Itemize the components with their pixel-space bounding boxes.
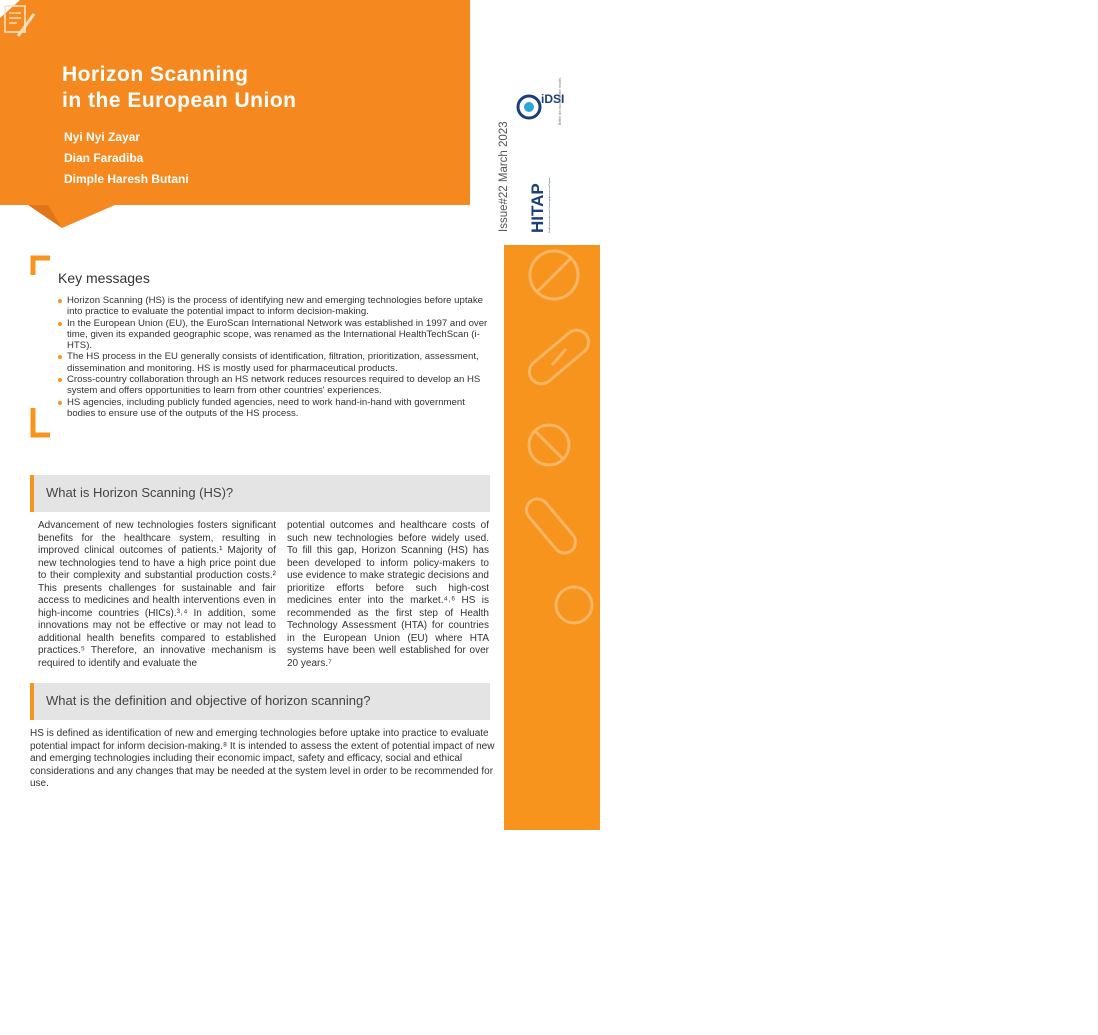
key-messages-list bbox=[57, 295, 491, 419]
idsi-logo bbox=[515, 77, 570, 130]
corner-bracket-top bbox=[30, 255, 50, 275]
body-paragraph-left: Advancement of new technologies fosters significant benefits for the healthcare system, resulting in improved clinical outcomes of patients.¹ Majority of new technologies tend to have a high price point due to their complexity and substantial production costs.² This presents challenges for sustainable and fair access to medicines and health interventions even in high-income countries (HICs).³˒⁴ In addition, some innovations may not be effective or may not lead to additional health benefits compared to established practices.⁵ Therefore, an innovative mechanism is required to identify and evaluate the bbox=[38, 520, 276, 669]
section-heading: What is the definition and objective of horizon scanning? bbox=[46, 693, 371, 708]
idsi-logo-text: iDSI bbox=[541, 92, 565, 106]
author-name: Dimple Haresh Butani bbox=[64, 172, 189, 186]
banner-shape bbox=[0, 0, 500, 240]
author-name: Dian Faradiba bbox=[64, 151, 144, 165]
section-heading: What is Horizon Scanning (HS)? bbox=[46, 485, 234, 500]
list-item: HS agencies, including publicly funded agencies, need to work hand-in-hand with government bodies to ensure use of the outputs of the HS process. bbox=[57, 397, 491, 420]
list-item: In the European Union (EU), the EuroScan International Network was established in 1997 and over time, given its expanded geographic scope, was renamed as the International HealthTechScan (i-HTS). bbox=[57, 318, 491, 352]
list-item: The HS process in the EU generally consists of identification, filtration, prioritization, assessment, dissemination and monitoring. HS is mostly used for pharmaceutical products. bbox=[57, 351, 491, 374]
author-name: Nyi Nyi Zayar bbox=[64, 130, 141, 144]
issue-label: Issue#22 March 2023 bbox=[498, 121, 510, 232]
list-item: Horizon Scanning (HS) is the process of identifying new and emerging technologies before uptake into practice to evaluate the potential impact to inform decision-making. bbox=[57, 295, 491, 318]
policy-brief-label: policy brief bbox=[1059, 847, 1097, 1035]
key-messages-title: Key messages bbox=[58, 270, 150, 286]
document-pen-icon bbox=[0, 0, 38, 40]
author-list bbox=[64, 130, 189, 193]
idsi-tagline: Better decisions. Better health. bbox=[558, 77, 562, 125]
corner-bracket-bottom bbox=[30, 408, 50, 438]
list-item: Cross-country collaboration through an HS network reduces resources required to develop an HS system and offers opportunities to learn from other countries' experiences. bbox=[57, 374, 491, 397]
section-heading-bar bbox=[30, 683, 490, 720]
hitap-tagline: Health Intervention and Technology Assessment Program bbox=[549, 177, 551, 233]
body-paragraph: HS is defined as identification of new and emerging technologies before uptake into practice to evaluate potential impact for inform decision-making.⁸ It is intended to assess the extent of potential impact of new and emerging technologies including their economic impact, safety and efficacy, social and ethical considerations and any changes that may be needed at the system level in order to be recommended for use. bbox=[30, 728, 495, 790]
header-banner bbox=[0, 0, 500, 240]
policy-brief-sidebar bbox=[504, 245, 1097, 1035]
body-paragraph-right: potential outcomes and healthcare costs of such new technologies before widely used. To fill this gap, Horizon Scanning (HS) has been developed to inform policy-makers to use evidence to make strategic decisions and prioritize efforts before such high-cost medicines enter into the market.⁴˒⁶ HS is recommended as the first step of Health Technology Assessment (HTA) for countries in the European Union (EU) where HTA systems have been well established for over 20 years.⁷ bbox=[287, 520, 489, 669]
pill-pattern-decoration bbox=[504, 245, 600, 830]
section-heading-bar bbox=[30, 475, 490, 512]
hitap-logo bbox=[522, 175, 552, 235]
hitap-logo-text: HITAP bbox=[528, 183, 547, 233]
page-title: Horizon Scanning in the European Union bbox=[62, 63, 297, 112]
